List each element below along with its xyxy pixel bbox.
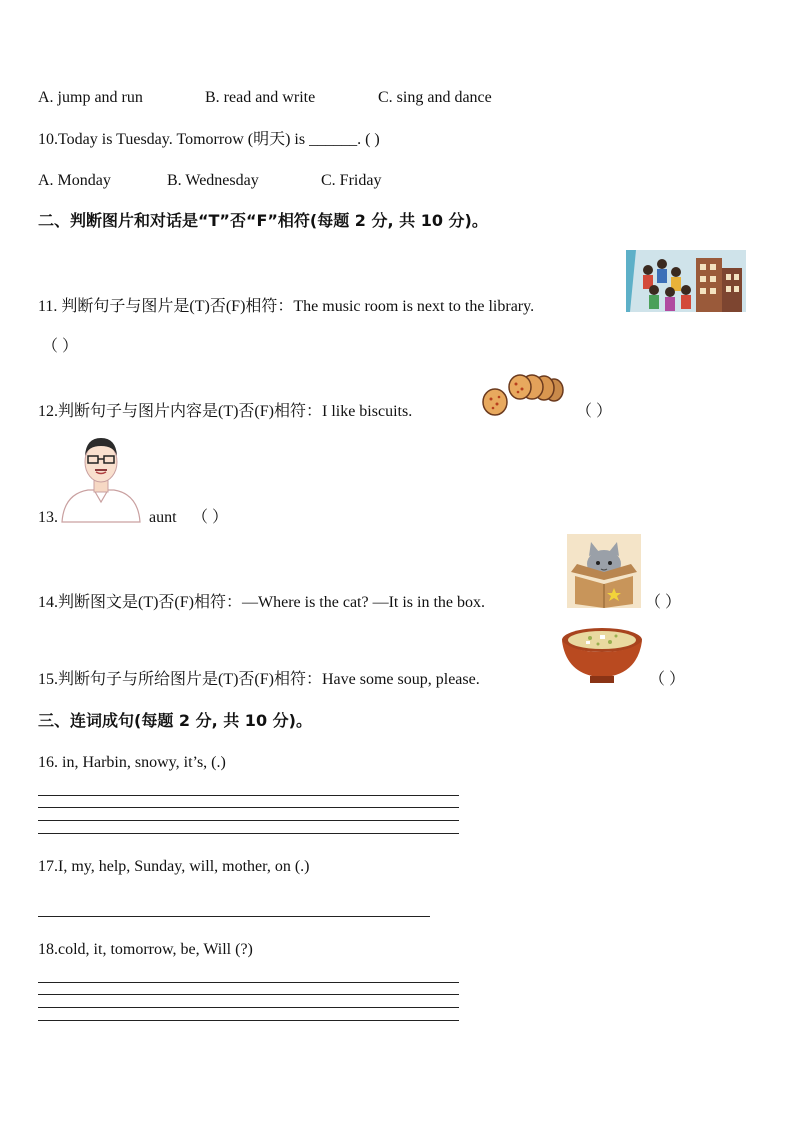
soup-bowl-icon: [560, 624, 644, 686]
q17-stem: 17.I, my, help, Sunday, will, mother, on (.): [38, 858, 310, 875]
q11-stem: 11. 判断句子与图片是(T)否(F)相符：The music room is next to the library.: [38, 298, 535, 315]
q17-writing-line[interactable]: [38, 916, 430, 917]
q12-answer-paren[interactable]: （ ）: [576, 403, 613, 420]
q18-writing-line-2[interactable]: [38, 994, 459, 995]
q9-option-c: C. sing and dance: [378, 89, 492, 106]
q9-option-a: A. jump and run: [38, 89, 143, 106]
q18-writing-line-4[interactable]: [38, 1020, 459, 1021]
biscuits-icon: [482, 374, 566, 418]
classroom-building-icon: [626, 250, 746, 312]
q13-number: 13.: [38, 509, 58, 526]
q16-writing-line-3[interactable]: [38, 820, 459, 821]
q16-writing-line-4[interactable]: [38, 833, 459, 834]
q10-option-b: B. Wednesday: [167, 172, 259, 189]
q18-stem: 18.cold, it, tomorrow, be, Will (?): [38, 941, 253, 958]
q10-option-a: A. Monday: [38, 172, 111, 189]
q16-stem: 16. in, Harbin, snowy, it’s, (.): [38, 754, 226, 771]
q13-word: aunt: [149, 509, 177, 526]
q10-stem: 10.Today is Tuesday. Tomorrow (明天) is ______. ( ): [38, 131, 380, 148]
q16-writing-line-2[interactable]: [38, 807, 459, 808]
cat-in-box-icon: [567, 534, 641, 608]
q11-answer-paren[interactable]: （ ）: [42, 338, 79, 355]
q9-option-b: B. read and write: [205, 89, 316, 106]
q13-answer-paren[interactable]: （ ）: [192, 509, 229, 526]
section3-heading: 三、连词成句(每题 2 分, 共 10 分)。: [38, 711, 312, 730]
q10-option-c: C. Friday: [321, 172, 382, 189]
q18-writing-line-3[interactable]: [38, 1007, 459, 1008]
q14-answer-paren[interactable]: （ ）: [645, 594, 682, 611]
q12-stem: 12.判断句子与图片内容是(T)否(F)相符：I like biscuits.: [38, 403, 413, 420]
q15-answer-paren[interactable]: （ ）: [649, 671, 686, 688]
man-with-glasses-icon: [60, 432, 142, 524]
q18-writing-line-1[interactable]: [38, 982, 459, 983]
q14-stem: 14.判断图文是(T)否(F)相符：—Where is the cat? —It is in the box.: [38, 594, 486, 611]
q16-writing-line-1[interactable]: [38, 795, 459, 796]
q15-stem: 15.判断句子与所给图片是(T)否(F)相符：Have some soup, please.: [38, 671, 480, 688]
section2-heading: 二、判断图片和对话是“T”否“F”相符(每题 2 分, 共 10 分)。: [38, 211, 488, 230]
